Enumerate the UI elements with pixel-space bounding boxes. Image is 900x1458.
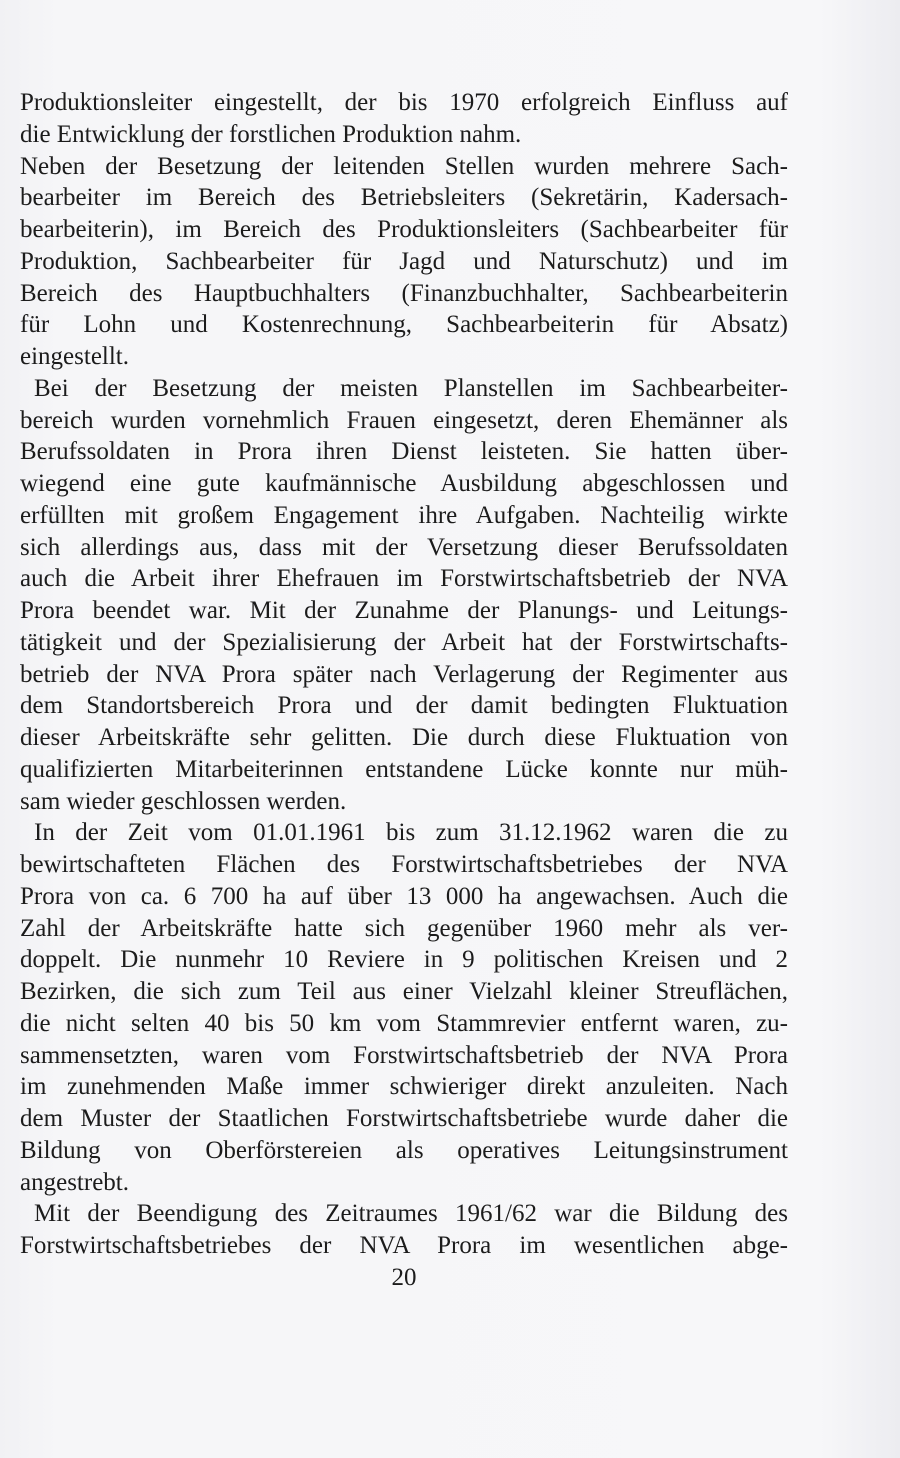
text-line: betrieb der NVA Prora später nach Verlagerung der Regimenter aus xyxy=(20,660,788,688)
paragraph-5 xyxy=(20,1198,788,1262)
text-line: wiegend eine gute kaufmännische Ausbildung abgeschlossen und xyxy=(20,470,788,497)
text-line: bewirtschafteten Flächen des Forstwirtschaftsbetriebes der NVA xyxy=(20,851,788,878)
text-line: die Entwicklung der forstlichen Produktion nahm. xyxy=(20,120,522,148)
text-line: bereich wurden vornehmlich Frauen eingesetzt, deren Ehemänner als xyxy=(20,406,788,434)
text-line: Bei der Besetzung der meisten Planstellen im Sachbearbeiter- xyxy=(34,374,788,402)
page-number: 20 xyxy=(391,1264,417,1291)
text-line: qualifizierten Mitarbeiterinnen entstandene Lücke konnte nur müh- xyxy=(20,755,788,783)
text-line: Bereich des Hauptbuchhalters (Finanzbuchhalter, Sachbearbeiterin xyxy=(20,279,788,307)
text-line: Prora von ca. 6 700 ha auf über 13 000 ha angewachsen. Auch die xyxy=(20,882,788,910)
text-line: dieser Arbeitskräfte sehr gelitten. Die durch diese Fluktuation von xyxy=(20,724,788,751)
text-line: dem Standortsbereich Prora und der damit bedingten Fluktuation xyxy=(20,692,788,720)
text-line: Bezirken, die sich zum Teil aus einer Vielzahl kleiner Streuflächen, xyxy=(20,978,788,1005)
text-line: im zunehmenden Maße immer schwieriger direkt anzuleiten. Nach xyxy=(20,1073,788,1101)
text-line: Produktionsleiter eingestellt, der bis 1970 erfolgreich Einfluss auf xyxy=(20,89,788,116)
text-line: Zahl der Arbeitskräfte hatte sich gegenüber 1960 mehr als ver- xyxy=(20,914,788,942)
text-line: angestrebt. xyxy=(20,1168,129,1196)
text-line: dem Muster der Staatlichen Forstwirtschaftsbetriebe wurde daher die xyxy=(20,1105,788,1132)
text-line: bearbeiter im Bereich des Betriebsleiters (Sekretärin, Kadersach- xyxy=(20,184,788,212)
text-line: für Lohn und Kostenrechnung, Sachbearbeiterin für Absatz) xyxy=(20,311,788,339)
text-line: doppelt. Die nunmehr 10 Reviere in 9 politischen Kreisen und 2 xyxy=(20,946,788,974)
text-line: tätigkeit und der Spezialisierung der Arbeit hat der Forstwirtschafts- xyxy=(20,628,788,656)
text-line: die nicht selten 40 bis 50 km vom Stammrevier entfernt waren, zu- xyxy=(20,1009,788,1037)
body-text xyxy=(20,87,788,1262)
text-line: In der Zeit vom 01.01.1961 bis zum 31.12.1962 waren die zu xyxy=(34,819,788,847)
text-line: Berufssoldaten in Prora ihren Dienst leisteten. Sie hatten über- xyxy=(20,438,788,466)
paragraph-2 xyxy=(20,151,788,373)
text-line: Mit der Beendigung des Zeitraumes 1961/62 war die Bildung des xyxy=(34,1200,788,1228)
text-line: Produktion, Sachbearbeiter für Jagd und Naturschutz) und im xyxy=(20,247,788,275)
text-line: erfüllten mit großem Engagement ihre Aufgaben. Nachteilig wirkte xyxy=(20,501,788,529)
text-line: sam wieder geschlossen werden. xyxy=(20,787,347,815)
paragraph-3 xyxy=(20,373,788,818)
text-line: Prora beendet war. Mit der Zunahme der Planungs- und Leitungs- xyxy=(20,597,788,624)
text-line: sich allerdings aus, dass mit der Versetzung dieser Berufssoldaten xyxy=(20,533,788,561)
paragraph-4 xyxy=(20,817,788,1198)
text-line: eingestellt. xyxy=(20,343,129,370)
text-line: Forstwirtschaftsbetriebes der NVA Prora im wesentlichen abge- xyxy=(20,1232,788,1259)
text-line: sammensetzten, waren vom Forstwirtschaftsbetrieb der NVA Prora xyxy=(20,1041,788,1069)
text-line: bearbeiterin), im Bereich des Produktionsleiters (Sachbearbeiter für xyxy=(20,216,788,243)
paragraph-1 xyxy=(20,87,788,151)
text-line: auch die Arbeit ihrer Ehefrauen im Forstwirtschaftsbetrieb der NVA xyxy=(20,565,788,593)
text-line: Neben der Besetzung der leitenden Stellen wurden mehrere Sach- xyxy=(20,152,788,180)
text-line: Bildung von Oberförstereien als operatives Leitungsinstrument xyxy=(20,1136,788,1164)
